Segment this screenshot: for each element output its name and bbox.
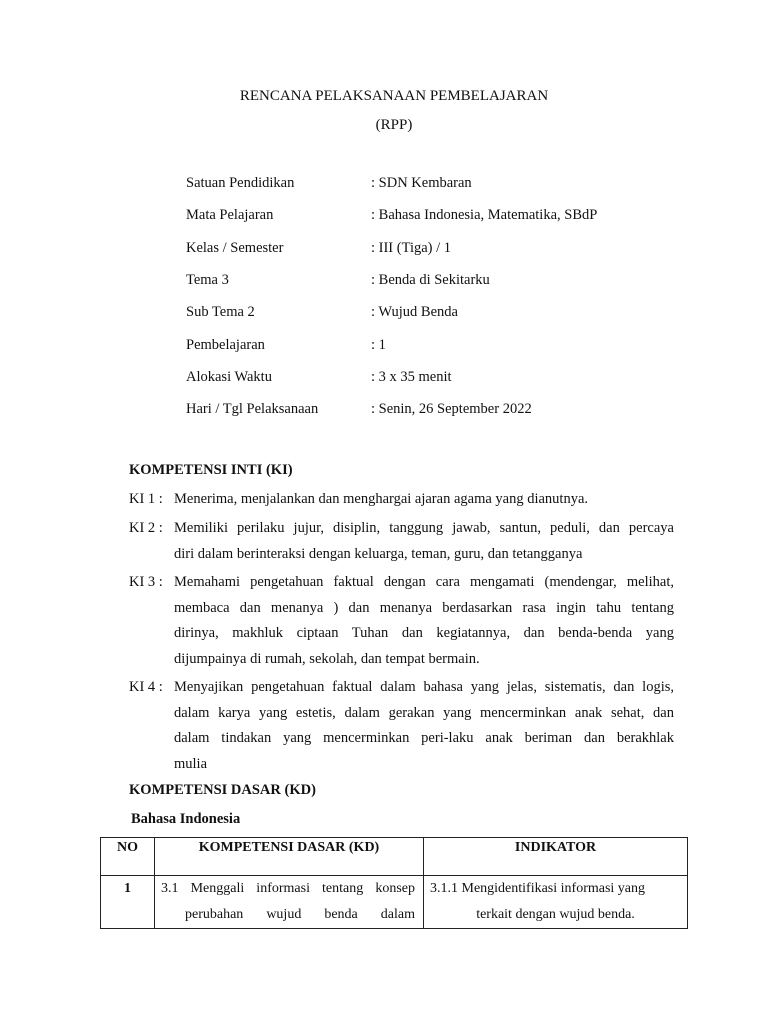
table-header-row	[101, 838, 688, 876]
identity-value: : Wujud Benda	[371, 304, 458, 320]
identity-value: : Senin, 26 September 2022	[371, 401, 532, 417]
ki-text	[174, 516, 674, 567]
identity-value: : Benda di Sekitarku	[371, 272, 490, 288]
table-cell-indikator	[424, 876, 688, 929]
table-header-no: NO	[101, 838, 155, 876]
ki-text	[174, 487, 674, 513]
ki-label: KI 3 :	[129, 574, 163, 590]
identity-label: Kelas / Semester	[186, 240, 284, 256]
document-subtitle: (RPP)	[375, 117, 413, 133]
identity-value: : SDN Kembaran	[371, 175, 472, 191]
identity-value: : Bahasa Indonesia, Matematika, SBdP	[371, 207, 598, 223]
table-cell-no	[101, 876, 155, 929]
kd-line: 3.1 Menggali informasi tentang konsep	[161, 881, 415, 896]
indikator-line: terkait dengan wujud benda.	[476, 907, 635, 922]
ki-text	[174, 570, 674, 672]
kd-heading: KOMPETENSI DASAR (KD)	[129, 782, 316, 798]
row-number: 1	[124, 881, 131, 896]
identity-value: : 1	[371, 337, 386, 353]
ki-line: Memahami pengetahuan faktual dengan cara mengamati (mendengar, melihat,	[174, 574, 674, 590]
table-row	[101, 876, 688, 929]
ki-line: membaca dan menanya ) dan menanya berdasarkan rasa ingin tahu tentang	[174, 599, 674, 616]
ki-text	[174, 675, 674, 777]
kd-line: perubahan wujud benda dalam	[185, 907, 415, 922]
ki-line: dirinya, makhluk ciptaan Tuhan dan kegiatannya, dan benda-benda yang	[174, 625, 674, 641]
ki-heading: KOMPETENSI INTI (KI)	[129, 462, 293, 478]
table-header-indikator: INDIKATOR	[424, 838, 688, 876]
kd-subject-heading: Bahasa Indonesia	[131, 811, 241, 827]
ki-line: diri dalam berinteraksi dengan keluarga, teman, guru, dan tetangganya	[174, 545, 583, 562]
ki-line: dijumpainya di rumah, sekolah, dan tempat bermain.	[174, 650, 480, 667]
identity-label: Satuan Pendidikan	[186, 175, 295, 191]
identity-label: Sub Tema 2	[186, 304, 255, 320]
table-header-kd: KOMPETENSI DASAR (KD)	[155, 838, 424, 876]
identity-label: Alokasi Waktu	[186, 369, 272, 385]
ki-line: Menerima, menjalankan dan menghargai ajaran agama yang dianutnya.	[174, 491, 589, 507]
ki-line: dalam karya yang estetis, dalam gerakan yang mencerminkan anak sehat, dan	[174, 704, 674, 721]
identity-label: Tema 3	[186, 272, 229, 288]
identity-label: Mata Pelajaran	[186, 207, 274, 223]
ki-line: Menyajikan pengetahuan faktual dalam bahasa yang jelas, sistematis, dan logis,	[174, 679, 674, 695]
table-cell-kd	[155, 876, 424, 929]
ki-label: KI 1 :	[129, 491, 163, 507]
ki-line: mulia	[174, 755, 208, 772]
ki-line: dalam tindakan yang mencerminkan peri-laku anak beriman dan berakhlak	[174, 730, 674, 746]
kd-table	[100, 837, 688, 929]
ki-line: Memiliki perilaku jujur, disiplin, tanggung jawab, santun, peduli, dan percaya	[174, 520, 674, 536]
ki-label: KI 2 :	[129, 520, 163, 536]
identity-value: : III (Tiga) / 1	[371, 240, 452, 256]
indikator-line: 3.1.1 Mengidentifikasi informasi yang	[430, 881, 646, 896]
identity-value: : 3 x 35 menit	[371, 369, 452, 385]
identity-label: Hari / Tgl Pelaksanaan	[186, 401, 319, 417]
identity-label: Pembelajaran	[186, 337, 265, 353]
document-title: RENCANA PELAKSANAAN PEMBELAJARAN	[239, 88, 549, 104]
ki-label: KI 4 :	[129, 679, 163, 695]
